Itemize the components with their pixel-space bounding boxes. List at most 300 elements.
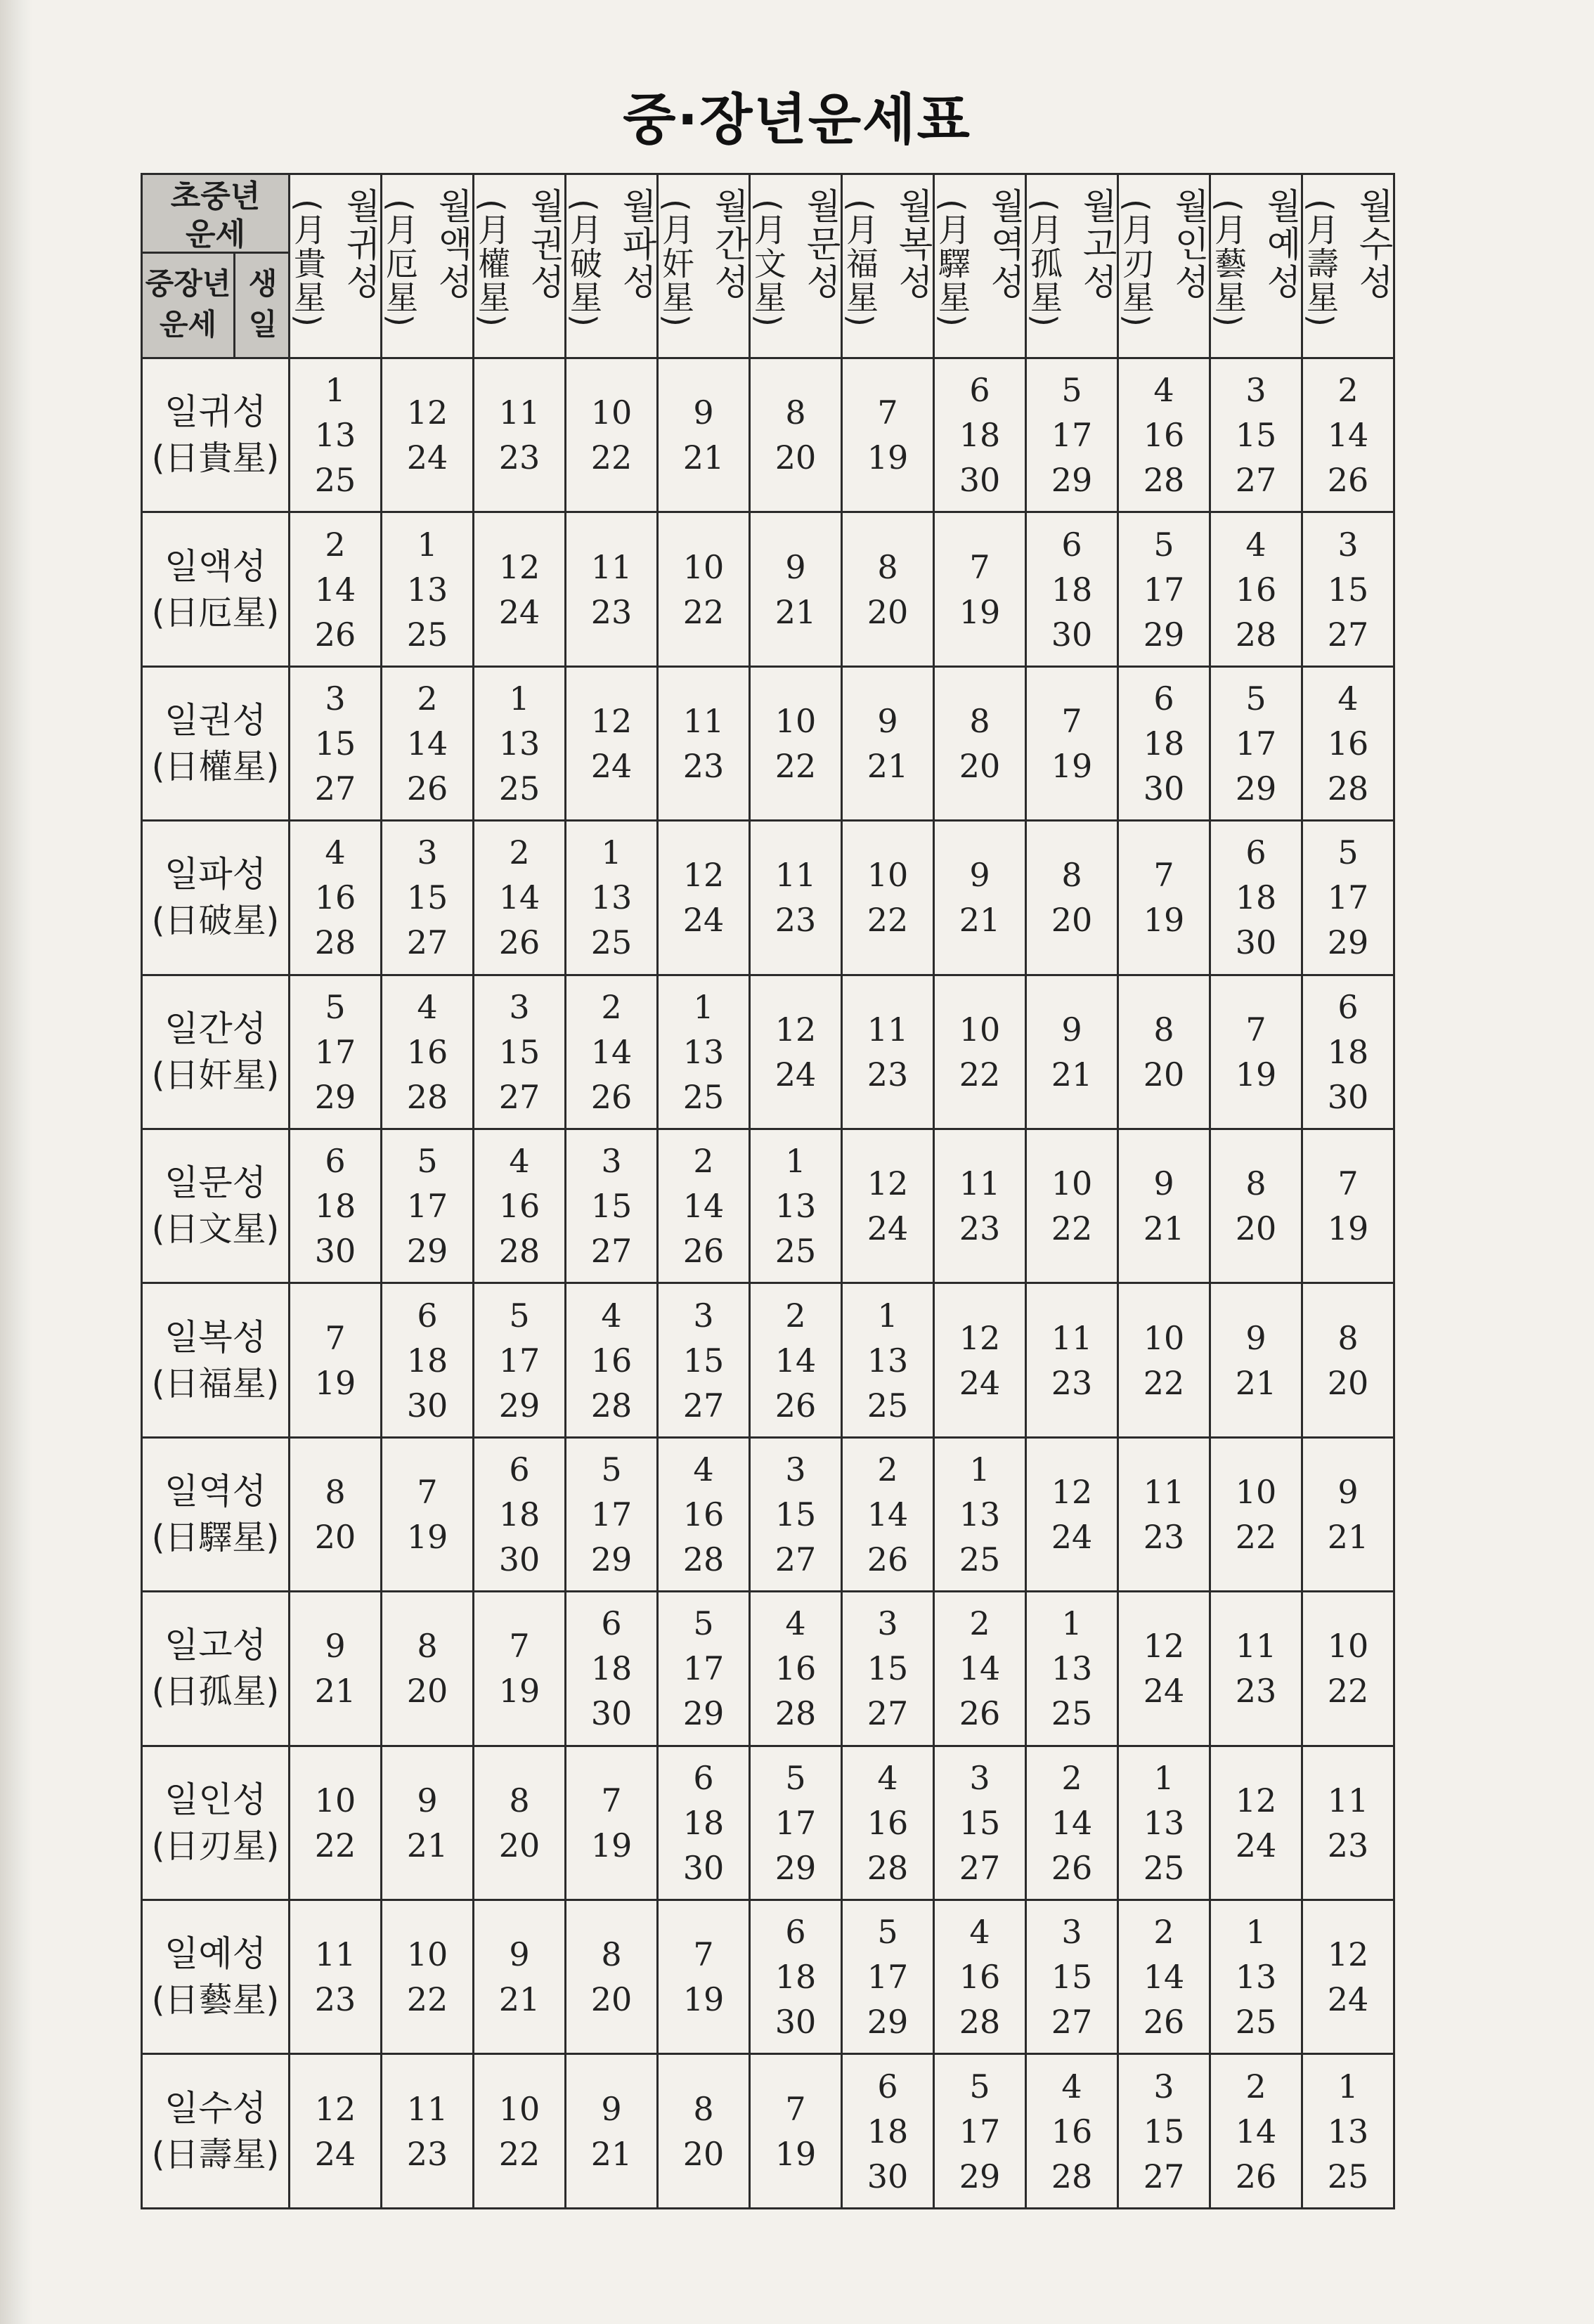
day-cell — [382, 1437, 474, 1591]
day-number: 15 — [1143, 2112, 1185, 2150]
day-number: 6 — [1153, 680, 1174, 718]
day-number: 1 — [325, 371, 346, 410]
day-number: 13 — [406, 570, 448, 609]
day-number: 20 — [867, 592, 909, 631]
day-cell — [842, 666, 934, 820]
day-number: 19 — [775, 2134, 817, 2173]
corner-top-line2: 운세 — [185, 216, 245, 252]
day-cell — [566, 1283, 658, 1437]
day-number: 4 — [1153, 371, 1174, 410]
day-number: 27 — [959, 1848, 1001, 1887]
row-header — [142, 1283, 290, 1437]
day-cell — [1302, 1129, 1394, 1283]
table-row — [142, 1900, 1394, 2054]
day-number: 5 — [601, 1450, 622, 1489]
day-number: 23 — [1051, 1363, 1093, 1402]
day-number: 10 — [590, 394, 633, 432]
day-number: 5 — [1061, 371, 1082, 410]
day-number: 23 — [867, 1055, 909, 1093]
day-number: 12 — [682, 856, 725, 895]
day-cell — [474, 821, 566, 975]
day-number: 11 — [1327, 1781, 1369, 1819]
day-number: 30 — [1051, 615, 1093, 654]
row-header — [142, 1129, 290, 1283]
day-number: 11 — [406, 2089, 448, 2128]
row-korean-label: 일고성 — [164, 1625, 266, 1666]
day-cell — [290, 1129, 382, 1283]
day-number: 2 — [1245, 2067, 1266, 2105]
day-number: 25 — [1327, 2157, 1369, 2195]
day-cell — [1118, 1900, 1210, 2054]
day-cell — [474, 666, 566, 820]
day-number: 21 — [590, 2134, 633, 2173]
day-number: 2 — [601, 987, 622, 1026]
page-title: 중·장년운세표 — [623, 89, 971, 152]
day-number: 30 — [682, 1848, 725, 1887]
day-number: 19 — [406, 1518, 448, 1557]
day-number: 27 — [1327, 615, 1369, 654]
day-number: 9 — [1061, 1010, 1082, 1049]
day-cell — [382, 1592, 474, 1746]
day-number: 25 — [775, 1232, 817, 1271]
column-hanja-label: (月文星) — [749, 199, 787, 328]
book-spine-shadow — [0, 0, 32, 2324]
day-number: 22 — [775, 747, 817, 786]
row-hanja-label: (日破星) — [151, 901, 280, 941]
day-number: 22 — [590, 439, 633, 477]
day-cell — [474, 1129, 566, 1283]
day-number: 13 — [314, 416, 356, 455]
day-number: 29 — [314, 1077, 356, 1116]
day-cell — [474, 2054, 566, 2209]
day-number: 16 — [1051, 2112, 1093, 2150]
day-cell — [934, 821, 1026, 975]
row-hanja-label: (日權星) — [151, 747, 280, 787]
day-number: 22 — [1235, 1518, 1277, 1557]
day-number: 29 — [1327, 923, 1369, 962]
column-header-7 — [842, 174, 934, 358]
day-number: 30 — [406, 1386, 448, 1424]
column-hanja-label: (月厄星) — [381, 199, 419, 328]
column-korean-label: 월권성 — [524, 188, 565, 301]
day-number: 24 — [1327, 1980, 1369, 2019]
day-number: 13 — [1235, 1958, 1277, 1997]
day-cell — [934, 1129, 1026, 1283]
day-number: 15 — [775, 1495, 817, 1534]
day-number: 30 — [314, 1232, 356, 1271]
day-cell — [1210, 1437, 1302, 1591]
day-number: 11 — [867, 1010, 909, 1049]
day-number: 1 — [509, 680, 530, 718]
day-number: 4 — [1061, 2067, 1082, 2105]
day-cell — [842, 1592, 934, 1746]
day-cell — [290, 821, 382, 975]
day-number: 16 — [867, 1803, 909, 1842]
day-number: 19 — [590, 1826, 633, 1864]
day-cell — [1302, 1900, 1394, 2054]
fortune-table — [141, 173, 1395, 2209]
header-row — [142, 174, 1394, 358]
day-number: 6 — [693, 1758, 714, 1797]
day-number: 6 — [877, 2067, 898, 2105]
day-cell — [382, 975, 474, 1129]
day-number: 21 — [775, 592, 817, 631]
day-number: 22 — [682, 592, 725, 631]
day-cell — [566, 666, 658, 820]
column-korean-label: 월복성 — [893, 188, 933, 301]
day-number: 18 — [498, 1495, 540, 1534]
column-header-content — [751, 175, 841, 357]
day-cell — [934, 1592, 1026, 1746]
column-hanja-label: (月孤星) — [1025, 199, 1063, 328]
day-number: 16 — [314, 878, 356, 917]
day-number: 30 — [959, 461, 1001, 500]
day-number: 2 — [1061, 1758, 1082, 1797]
day-cell — [1302, 358, 1394, 512]
day-number: 23 — [682, 747, 725, 786]
day-number: 29 — [406, 1232, 448, 1271]
day-number: 28 — [682, 1540, 725, 1579]
day-cell — [290, 1592, 382, 1746]
day-number: 12 — [1143, 1627, 1185, 1666]
day-number: 26 — [867, 1540, 909, 1579]
day-number: 26 — [682, 1232, 725, 1271]
day-number: 16 — [1327, 725, 1369, 763]
row-header — [142, 2054, 290, 2209]
day-number: 23 — [406, 2134, 448, 2173]
day-number: 7 — [1061, 702, 1082, 741]
day-cell — [1026, 1746, 1118, 1900]
day-number: 4 — [877, 1758, 898, 1797]
day-number: 3 — [417, 833, 438, 872]
day-number: 4 — [509, 1142, 530, 1181]
day-cell — [290, 1746, 382, 1900]
day-number: 4 — [325, 833, 346, 872]
day-number: 29 — [1051, 461, 1093, 500]
day-cell — [842, 2054, 934, 2209]
table-row — [142, 666, 1394, 820]
day-number: 20 — [406, 1672, 448, 1710]
day-number: 8 — [509, 1781, 530, 1819]
day-cell — [382, 2054, 474, 2209]
day-number: 22 — [314, 1826, 356, 1864]
day-number: 17 — [1235, 725, 1277, 763]
column-header-5 — [658, 174, 750, 358]
day-cell — [750, 1129, 842, 1283]
column-header-content — [474, 175, 564, 357]
day-number: 3 — [1061, 1913, 1082, 1952]
day-number: 26 — [1235, 2157, 1277, 2195]
day-number: 19 — [1143, 901, 1185, 940]
day-number: 20 — [498, 1826, 540, 1864]
table-row — [142, 1592, 1394, 1746]
day-number: 11 — [959, 1164, 1001, 1203]
day-cell — [382, 512, 474, 666]
table-row — [142, 1129, 1394, 1283]
day-number: 13 — [590, 878, 633, 917]
day-number: 19 — [682, 1980, 725, 2019]
day-number: 11 — [682, 702, 725, 741]
day-number: 17 — [1327, 878, 1369, 917]
day-cell — [1026, 666, 1118, 820]
day-number: 23 — [1143, 1518, 1185, 1557]
day-number: 13 — [498, 725, 540, 763]
day-cell — [658, 2054, 750, 2209]
day-number: 23 — [590, 592, 633, 631]
day-number: 23 — [775, 901, 817, 940]
table-row — [142, 1283, 1394, 1437]
row-hanja-label: (日孤星) — [151, 1672, 280, 1712]
day-number: 17 — [775, 1803, 817, 1842]
day-number: 2 — [693, 1142, 714, 1181]
day-cell — [1302, 1437, 1394, 1591]
day-number: 13 — [959, 1495, 1001, 1534]
day-cell — [290, 1900, 382, 2054]
day-cell — [1302, 1592, 1394, 1746]
day-number: 16 — [590, 1341, 633, 1380]
column-hanja-label: (月驛星) — [933, 199, 971, 328]
column-header-4 — [566, 174, 658, 358]
day-number: 5 — [877, 1913, 898, 1952]
day-number: 3 — [601, 1142, 622, 1181]
day-cell — [1210, 512, 1302, 666]
day-number: 7 — [601, 1781, 622, 1819]
row-header — [142, 1746, 290, 1900]
day-number: 21 — [1327, 1518, 1369, 1557]
day-number: 28 — [406, 1077, 448, 1116]
row-korean-label: 일복성 — [164, 1316, 266, 1358]
column-header-8 — [934, 174, 1026, 358]
column-header-content — [1211, 175, 1301, 357]
day-cell — [474, 1592, 566, 1746]
day-number: 25 — [1143, 1848, 1185, 1887]
day-cell — [1210, 666, 1302, 820]
day-cell — [566, 512, 658, 666]
day-number: 3 — [1245, 371, 1266, 410]
day-number: 22 — [406, 1980, 448, 2019]
day-number: 10 — [498, 2089, 540, 2128]
day-number: 7 — [325, 1318, 346, 1357]
day-number: 19 — [959, 592, 1001, 631]
day-number: 25 — [314, 461, 356, 500]
row-header — [142, 512, 290, 666]
day-cell — [842, 1129, 934, 1283]
column-header-content — [1119, 175, 1209, 357]
day-number: 11 — [590, 547, 633, 586]
day-number: 6 — [325, 1142, 346, 1181]
day-number: 20 — [775, 439, 817, 477]
day-cell — [382, 1746, 474, 1900]
day-cell — [842, 821, 934, 975]
day-number: 3 — [509, 987, 530, 1026]
day-number: 17 — [498, 1341, 540, 1380]
table-row — [142, 975, 1394, 1129]
day-number: 24 — [406, 439, 448, 477]
day-cell — [474, 358, 566, 512]
day-cell — [1118, 975, 1210, 1129]
day-cell — [750, 1437, 842, 1591]
day-number: 23 — [498, 439, 540, 477]
column-header-content — [659, 175, 749, 357]
day-number: 30 — [1235, 923, 1277, 962]
day-number: 30 — [775, 2003, 817, 2041]
day-cell — [658, 1746, 750, 1900]
day-number: 2 — [1337, 371, 1359, 410]
row-korean-label: 일역성 — [164, 1471, 266, 1512]
day-cell — [290, 1283, 382, 1437]
day-cell — [934, 666, 1026, 820]
row-header — [142, 358, 290, 512]
corner-top-line1: 초중년 — [170, 178, 261, 214]
row-header — [142, 666, 290, 820]
day-cell — [1118, 358, 1210, 512]
day-number: 8 — [877, 547, 898, 586]
day-number: 13 — [682, 1032, 725, 1071]
table-row — [142, 1437, 1394, 1591]
day-number: 27 — [682, 1386, 725, 1424]
day-number: 24 — [314, 2134, 356, 2173]
day-number: 17 — [959, 2112, 1001, 2150]
day-cell — [474, 512, 566, 666]
day-number: 21 — [314, 1672, 356, 1710]
day-number: 12 — [1051, 1473, 1093, 1512]
day-number: 6 — [1061, 525, 1082, 564]
column-hanja-label: (月貴星) — [289, 199, 327, 328]
row-korean-label: 일액성 — [164, 545, 266, 587]
day-number: 8 — [417, 1627, 438, 1666]
day-cell — [934, 1283, 1026, 1437]
day-number: 10 — [1143, 1318, 1185, 1357]
day-cell — [1026, 2054, 1118, 2209]
day-number: 27 — [314, 770, 356, 808]
row-korean-label: 일수성 — [164, 2087, 266, 2129]
day-number: 4 — [969, 1913, 990, 1952]
day-number: 4 — [1245, 525, 1266, 564]
day-cell — [658, 975, 750, 1129]
column-header-6 — [750, 174, 842, 358]
day-number: 1 — [1245, 1913, 1266, 1952]
day-number: 19 — [1235, 1055, 1277, 1093]
day-number: 5 — [693, 1604, 714, 1643]
day-number: 28 — [1235, 615, 1277, 654]
day-number: 7 — [509, 1627, 530, 1666]
day-number: 28 — [775, 1694, 817, 1733]
day-number: 2 — [1153, 1913, 1174, 1952]
day-cell — [934, 512, 1026, 666]
day-number: 26 — [775, 1386, 817, 1424]
column-header-content — [290, 175, 380, 357]
day-number: 22 — [1051, 1209, 1093, 1248]
day-number: 16 — [1235, 570, 1277, 609]
row-korean-label: 일귀성 — [164, 391, 266, 433]
day-number: 24 — [1143, 1672, 1185, 1710]
day-cell — [934, 1746, 1026, 1900]
row-korean-label: 일예성 — [164, 1933, 266, 1975]
day-number: 25 — [682, 1077, 725, 1116]
day-number: 19 — [314, 1363, 356, 1402]
day-number: 3 — [877, 1604, 898, 1643]
day-number: 4 — [785, 1604, 806, 1643]
day-cell — [934, 2054, 1026, 2209]
column-header-content — [843, 175, 933, 357]
day-cell — [750, 666, 842, 820]
day-number: 8 — [601, 1935, 622, 1974]
day-number: 4 — [1337, 680, 1359, 718]
day-cell — [1118, 1592, 1210, 1746]
day-cell — [1026, 358, 1118, 512]
day-number: 15 — [1235, 416, 1277, 455]
day-number: 7 — [785, 2089, 806, 2128]
day-cell — [382, 1900, 474, 2054]
day-cell — [566, 821, 658, 975]
column-hanja-label: (月破星) — [565, 199, 603, 328]
day-cell — [1026, 821, 1118, 975]
column-header-content — [382, 175, 472, 357]
day-number: 22 — [1327, 1672, 1369, 1710]
column-header-10 — [1118, 174, 1210, 358]
day-number: 1 — [785, 1142, 806, 1181]
day-cell — [658, 666, 750, 820]
day-cell — [290, 2054, 382, 2209]
day-number: 28 — [1327, 770, 1369, 808]
day-number: 12 — [867, 1164, 909, 1203]
day-cell — [842, 1746, 934, 1900]
day-number: 27 — [590, 1232, 633, 1271]
day-cell — [1118, 2054, 1210, 2209]
day-number: 19 — [1051, 747, 1093, 786]
column-header-content — [566, 175, 656, 357]
day-number: 22 — [1143, 1363, 1185, 1402]
day-cell — [1026, 1283, 1118, 1437]
day-number: 3 — [1337, 525, 1359, 564]
row-header — [142, 821, 290, 975]
day-cell — [658, 1437, 750, 1591]
column-header-1 — [290, 174, 382, 358]
day-number: 2 — [785, 1296, 806, 1335]
day-cell — [658, 512, 750, 666]
day-number: 8 — [1245, 1164, 1266, 1203]
column-hanja-label: (月刃星) — [1117, 199, 1155, 328]
column-header-3 — [474, 174, 566, 358]
day-cell — [1210, 358, 1302, 512]
day-number: 13 — [775, 1187, 817, 1226]
day-cell — [1118, 1746, 1210, 1900]
row-hanja-label: (日文星) — [151, 1209, 280, 1249]
day-number: 25 — [498, 770, 540, 808]
row-hanja-label: (日壽星) — [151, 2134, 280, 2174]
day-number: 18 — [406, 1341, 448, 1380]
day-number: 21 — [406, 1826, 448, 1864]
day-number: 19 — [498, 1672, 540, 1710]
day-number: 25 — [867, 1386, 909, 1424]
day-number: 10 — [1051, 1164, 1093, 1203]
day-cell — [658, 1129, 750, 1283]
row-korean-label: 일인성 — [164, 1779, 266, 1820]
column-korean-label: 월액성 — [432, 188, 473, 301]
day-number: 12 — [775, 1010, 817, 1049]
day-cell — [750, 512, 842, 666]
day-number: 6 — [417, 1296, 438, 1335]
day-cell — [1026, 512, 1118, 666]
day-number: 29 — [1235, 770, 1277, 808]
day-cell — [934, 975, 1026, 1129]
day-number: 6 — [1245, 833, 1266, 872]
row-hanja-label: (日奸星) — [151, 1055, 280, 1095]
day-number: 27 — [867, 1694, 909, 1733]
day-cell — [1302, 512, 1394, 666]
day-cell — [934, 1437, 1026, 1591]
day-number: 3 — [325, 680, 346, 718]
